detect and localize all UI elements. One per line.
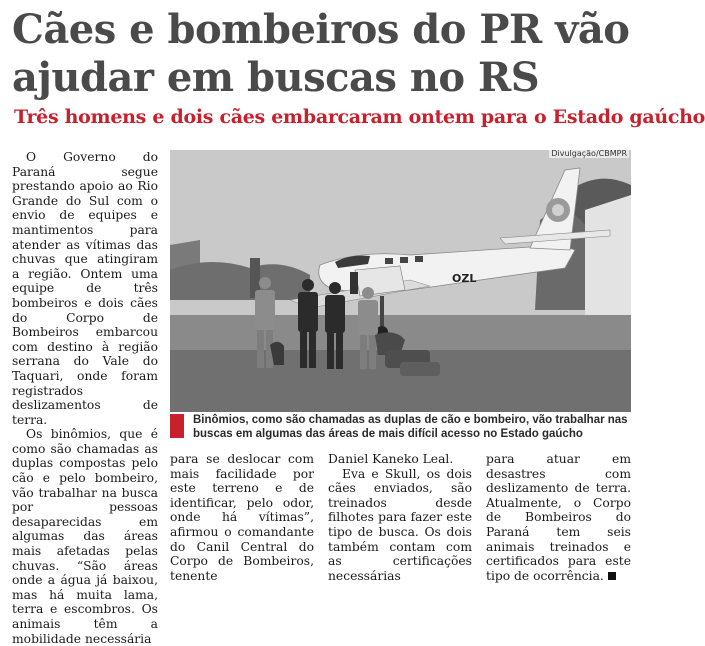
headline	[12, 6, 631, 102]
paragraph: para atuar em desastres com deslizamento de terra. Atualmente, o Corpo de Bombeiros do Paraná tem seis animais treinados e certificados para este tipo de ocorrência.	[486, 452, 631, 583]
photo-caption: Binômios, como são chamadas as duplas de cão e bombeiro, vão trabalhar nas buscas em algumas das áreas de mais difícil acesso no Estado gaúcho	[193, 414, 628, 440]
paragraph: Os binômios, que é como são chamadas as duplas compostas pelo cão e pelo bombeiro, vão trabalhar na busca por pessoas desaparecidas em algumas das áreas mais afetadas pelas chuvas. “São áreas onde a água já baixou, mas há muita lama, terra e escombros. Os animais têm a mobilidade necessária	[12, 427, 158, 646]
paragraph: Daniel Kaneko Leal.	[328, 452, 454, 466]
article-column-4	[486, 452, 631, 583]
paragraph: para se deslocar com mais facilidade por este terreno e de identificar, pelo odor, onde há vítimas”, afirmou o comandante do Canil Central do Corpo de Bombeiros, tenente	[170, 452, 314, 583]
article-column-3	[328, 452, 472, 583]
paragraph: Eva e Skull, os dois cães enviados, são treinados desde filhotes para fazer este tipo de busca. Os dois também contam com as certificações necessárias	[328, 466, 472, 583]
plane-registration: OZL	[452, 272, 477, 285]
caption-marker	[170, 414, 184, 438]
photo-illustration	[170, 150, 631, 412]
headline-line-2: ajudar em buscas no RS	[12, 54, 540, 101]
photo-credit: Divulgação/CBMPR	[551, 149, 627, 158]
subheadline: Três homens e dois cães embarcaram ontem para o Estado gaúcho	[14, 106, 705, 128]
article-column-1	[12, 150, 158, 646]
news-photo	[170, 150, 631, 412]
headline-line-1: Cães e bombeiros do PR vão	[12, 6, 630, 53]
article-column-2	[170, 452, 314, 583]
paragraph: O Governo do Paraná segue prestando apoio ao Rio Grande do Sul com o envio de equipes e mantimentos para atender as vítimas das chuvas que atingiram a região. Ontem uma equipe de três bombeiros e dois cães do Corpo de Bombeiros embarcou com destino à região serrana do Vale do Taquari, onde foram registrados deslizamentos de terra.	[12, 150, 158, 427]
end-of-article-icon	[608, 572, 616, 580]
